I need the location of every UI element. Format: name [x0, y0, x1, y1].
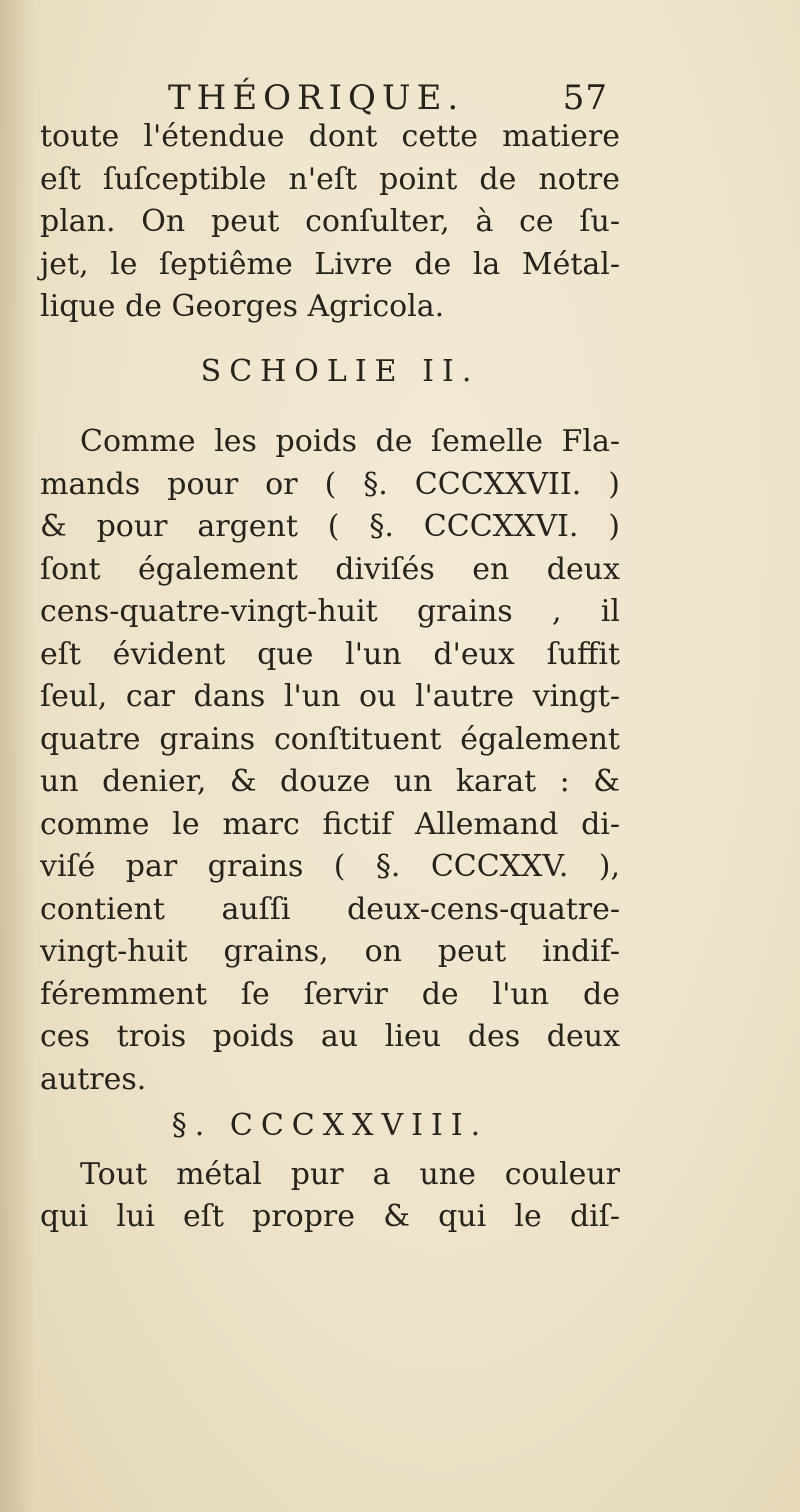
body-text — [40, 116, 620, 1239]
text-line: féremment ſe ſervir de l'un de — [40, 976, 620, 1012]
running-head-title: THÉORIQUE. — [168, 78, 465, 118]
text-line: mands pour or ( §. CCCXXVII. ) — [40, 466, 620, 502]
text-line: ſeul, car dans l'un ou l'autre vingt- — [40, 679, 620, 714]
text-line: eſt ſuſceptible n'eſt point de notre — [40, 161, 620, 197]
text-line: plan. On peut conſulter, à ce ſu- — [40, 204, 620, 239]
paragraph-2 — [40, 421, 620, 1101]
text-line: Tout métal pur a une couleur — [80, 1156, 620, 1192]
text-line: ſont également diviſés en deux — [40, 551, 620, 587]
text-line: Comme les poids de ſemelle Fla- — [80, 424, 620, 459]
paragraph-1 — [40, 116, 620, 329]
paragraph-3 — [40, 1154, 620, 1239]
section-heading: §. CCCXXVIII. — [171, 1108, 489, 1143]
text-line: viſé par grains ( §. CCCXXV. ), — [40, 849, 620, 884]
text-line: lique de Georges Agricola. — [40, 289, 445, 324]
text-line: jet, le ſeptiême Livre de la Métal- — [40, 246, 620, 282]
text-line: quatre grains conſtituent également — [40, 721, 620, 757]
text-line: eſt évident que l'un d'eux ſuffit — [40, 636, 620, 672]
text-line: autres. — [40, 1061, 147, 1097]
text-line: contient auſſi deux-cens-quatre- — [40, 891, 620, 927]
text-line: vingt-huit grains, on peut indif- — [40, 934, 620, 969]
text-line: qui lui eſt propre & qui le diſ- — [40, 1199, 620, 1234]
text-line: un denier, & douze un karat : & — [40, 764, 620, 799]
text-line: & pour argent ( §. CCCXXVI. ) — [40, 509, 620, 544]
text-line: ces trois poids au lieu des deux — [40, 1019, 620, 1054]
text-line: cens-quatre-vingt-huit grains , il — [40, 594, 620, 629]
text-line: comme le marc fictif Allemand di- — [40, 806, 620, 842]
scholie-heading: SCHOLIE II. — [200, 353, 480, 389]
text-line: toute l'étendue dont cette matiere — [40, 119, 620, 154]
page-number: 57 — [562, 78, 608, 118]
